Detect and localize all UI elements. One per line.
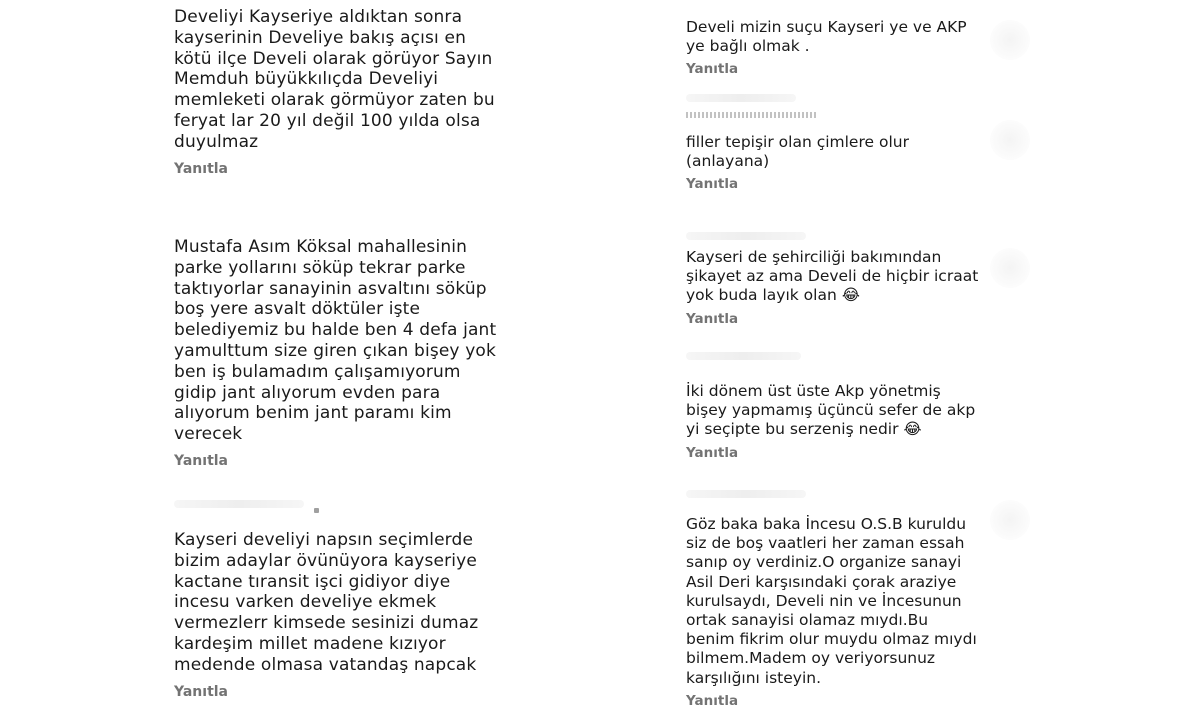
reply-button[interactable]: Yanıtla bbox=[686, 444, 739, 461]
comment-text: Develiyi Kayseriye aldıktan sonra kayserinin Develiye bakış açısı en kötü ilçe Develi olarak görüyor Sayın Memduh büyükkılıçda Develiyi memleketi olarak görmüyor zaten bu feryat lar 20 yıl değil 100 yılda olsa duyulmaz bbox=[174, 7, 495, 152]
reply-button[interactable]: Yanıtla bbox=[686, 61, 739, 78]
comment-text: filler tepişir olan çimlere olur (anlayana) bbox=[686, 133, 909, 171]
comment-left-2 bbox=[174, 237, 594, 469]
blurred-handle-fragment bbox=[686, 112, 816, 118]
blurred-username bbox=[686, 490, 806, 498]
comment-text: Kayseri de şehirciliği bakımından şikayet az ama Develi de hiçbir icraat yok buda layık olan 😂 bbox=[686, 248, 979, 305]
reply-button[interactable]: Yanıtla bbox=[174, 160, 229, 177]
comment-text: Kayseri develiyi napsın seçimlerde bizim adaylar övünüyora kayseriye kactane tıransit işci gidiyor diye incesu varken develiye ekmek vermezlerr kimsede sesinizi dumaz kardeşim millet madene kızıyor medende olmasa vatandaş napcak bbox=[174, 530, 479, 675]
comment-right-2 bbox=[686, 133, 1006, 192]
comment-right-3 bbox=[686, 248, 1006, 327]
blurred-username bbox=[686, 352, 801, 360]
reply-button[interactable]: Yanıtla bbox=[686, 310, 739, 327]
reply-button[interactable]: Yanıtla bbox=[686, 692, 739, 709]
comment-left-3 bbox=[174, 530, 594, 700]
blurred-username bbox=[686, 94, 796, 102]
reply-button[interactable]: Yanıtla bbox=[686, 176, 739, 193]
comment-right-5 bbox=[686, 515, 1006, 709]
comment-text: Mustafa Asım Köksal mahallesinin parke yollarını söküp tekrar parke taktıyorlar sanayinin asvaltını söküp boş yere asvalt döktüler işte belediyemiz bu halde ben 4 defa jant yamulttum size giren çıkan bişey yok ben iş bulamadım çalışamıyorum gidip jant alıyorum evden para alıyorum benim jant paramı kim verecek bbox=[174, 237, 497, 445]
comment-text: İki dönem üst üste Akp yönetmiş bişey yapmamış üçüncü sefer de akp yi seçipte bu serzeniş nedir 😂 bbox=[686, 382, 976, 439]
comment-text: Göz baka baka İncesu O.S.B kuruldu siz de boş vaatleri her zaman essah sanıp oy verdiniz.O organize sanayi Asil Deri karşısındaki çorak araziye kurulsaydı, Develi nin ve İncesunun ortak sanayisi olamaz mıydı.Bu benim fikrim olur muydu olmaz mıydı bilmem.Madem oy veriyorsunuz karşılığını isteyin. bbox=[686, 515, 977, 687]
comment-right-4 bbox=[686, 382, 1006, 461]
reply-button[interactable]: Yanıtla bbox=[174, 683, 229, 700]
blurred-handle-fragment bbox=[314, 508, 319, 513]
blurred-username bbox=[686, 232, 806, 240]
comment-right-1 bbox=[686, 18, 1006, 77]
reply-button[interactable]: Yanıtla bbox=[174, 452, 229, 469]
blurred-username bbox=[174, 500, 304, 508]
comment-text: Develi mizin suçu Kayseri ye ve AKP ye bağlı olmak . bbox=[686, 18, 967, 56]
comment-left-1 bbox=[174, 7, 594, 177]
